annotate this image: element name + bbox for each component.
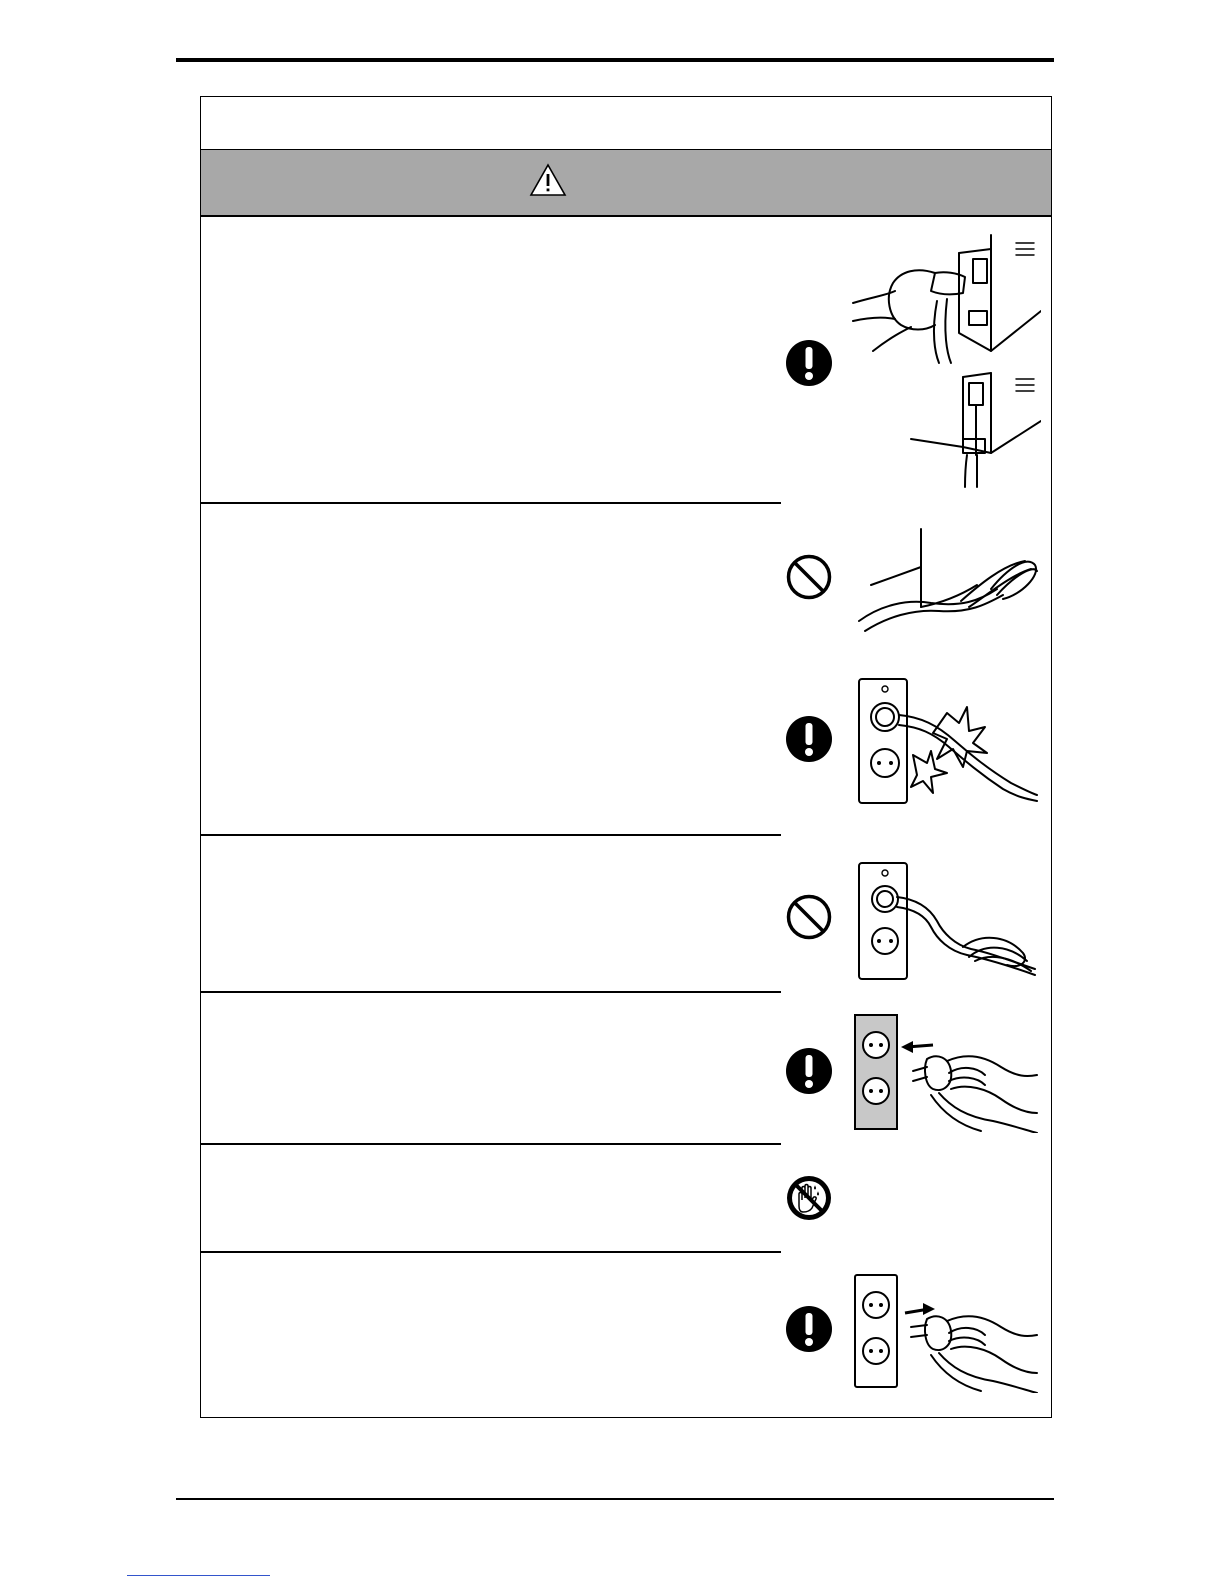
footer-rule <box>176 1498 1054 1500</box>
prohibition-icon <box>785 553 833 601</box>
plug-insert-outlet-illustration <box>851 1009 1041 1133</box>
warning-header-band <box>201 150 1051 217</box>
mandatory-action-icon <box>785 1047 833 1095</box>
printer-power-cord-illustration <box>851 233 1041 493</box>
row-divider <box>201 1143 781 1145</box>
mandatory-action-icon <box>785 1305 833 1353</box>
warning-triangle-icon <box>529 163 567 197</box>
prohibition-icon <box>785 893 833 941</box>
outlet-bundled-cord-illustration <box>851 861 1041 981</box>
damaged-power-cord-illustration <box>851 677 1041 807</box>
row-divider <box>201 502 781 504</box>
plug-remove-outlet-illustration <box>851 1269 1041 1393</box>
table-title-row <box>201 97 1051 150</box>
warning-table <box>200 96 1052 1418</box>
row-divider <box>201 834 781 836</box>
row-divider <box>201 1251 781 1253</box>
mandatory-action-icon <box>785 339 833 387</box>
cord-under-machine-illustration <box>851 525 1041 635</box>
header-rule <box>176 58 1054 62</box>
no-wet-hands-icon <box>785 1174 833 1222</box>
footer-link[interactable] <box>127 1575 270 1576</box>
row-divider <box>201 991 781 993</box>
mandatory-action-icon <box>785 715 833 763</box>
